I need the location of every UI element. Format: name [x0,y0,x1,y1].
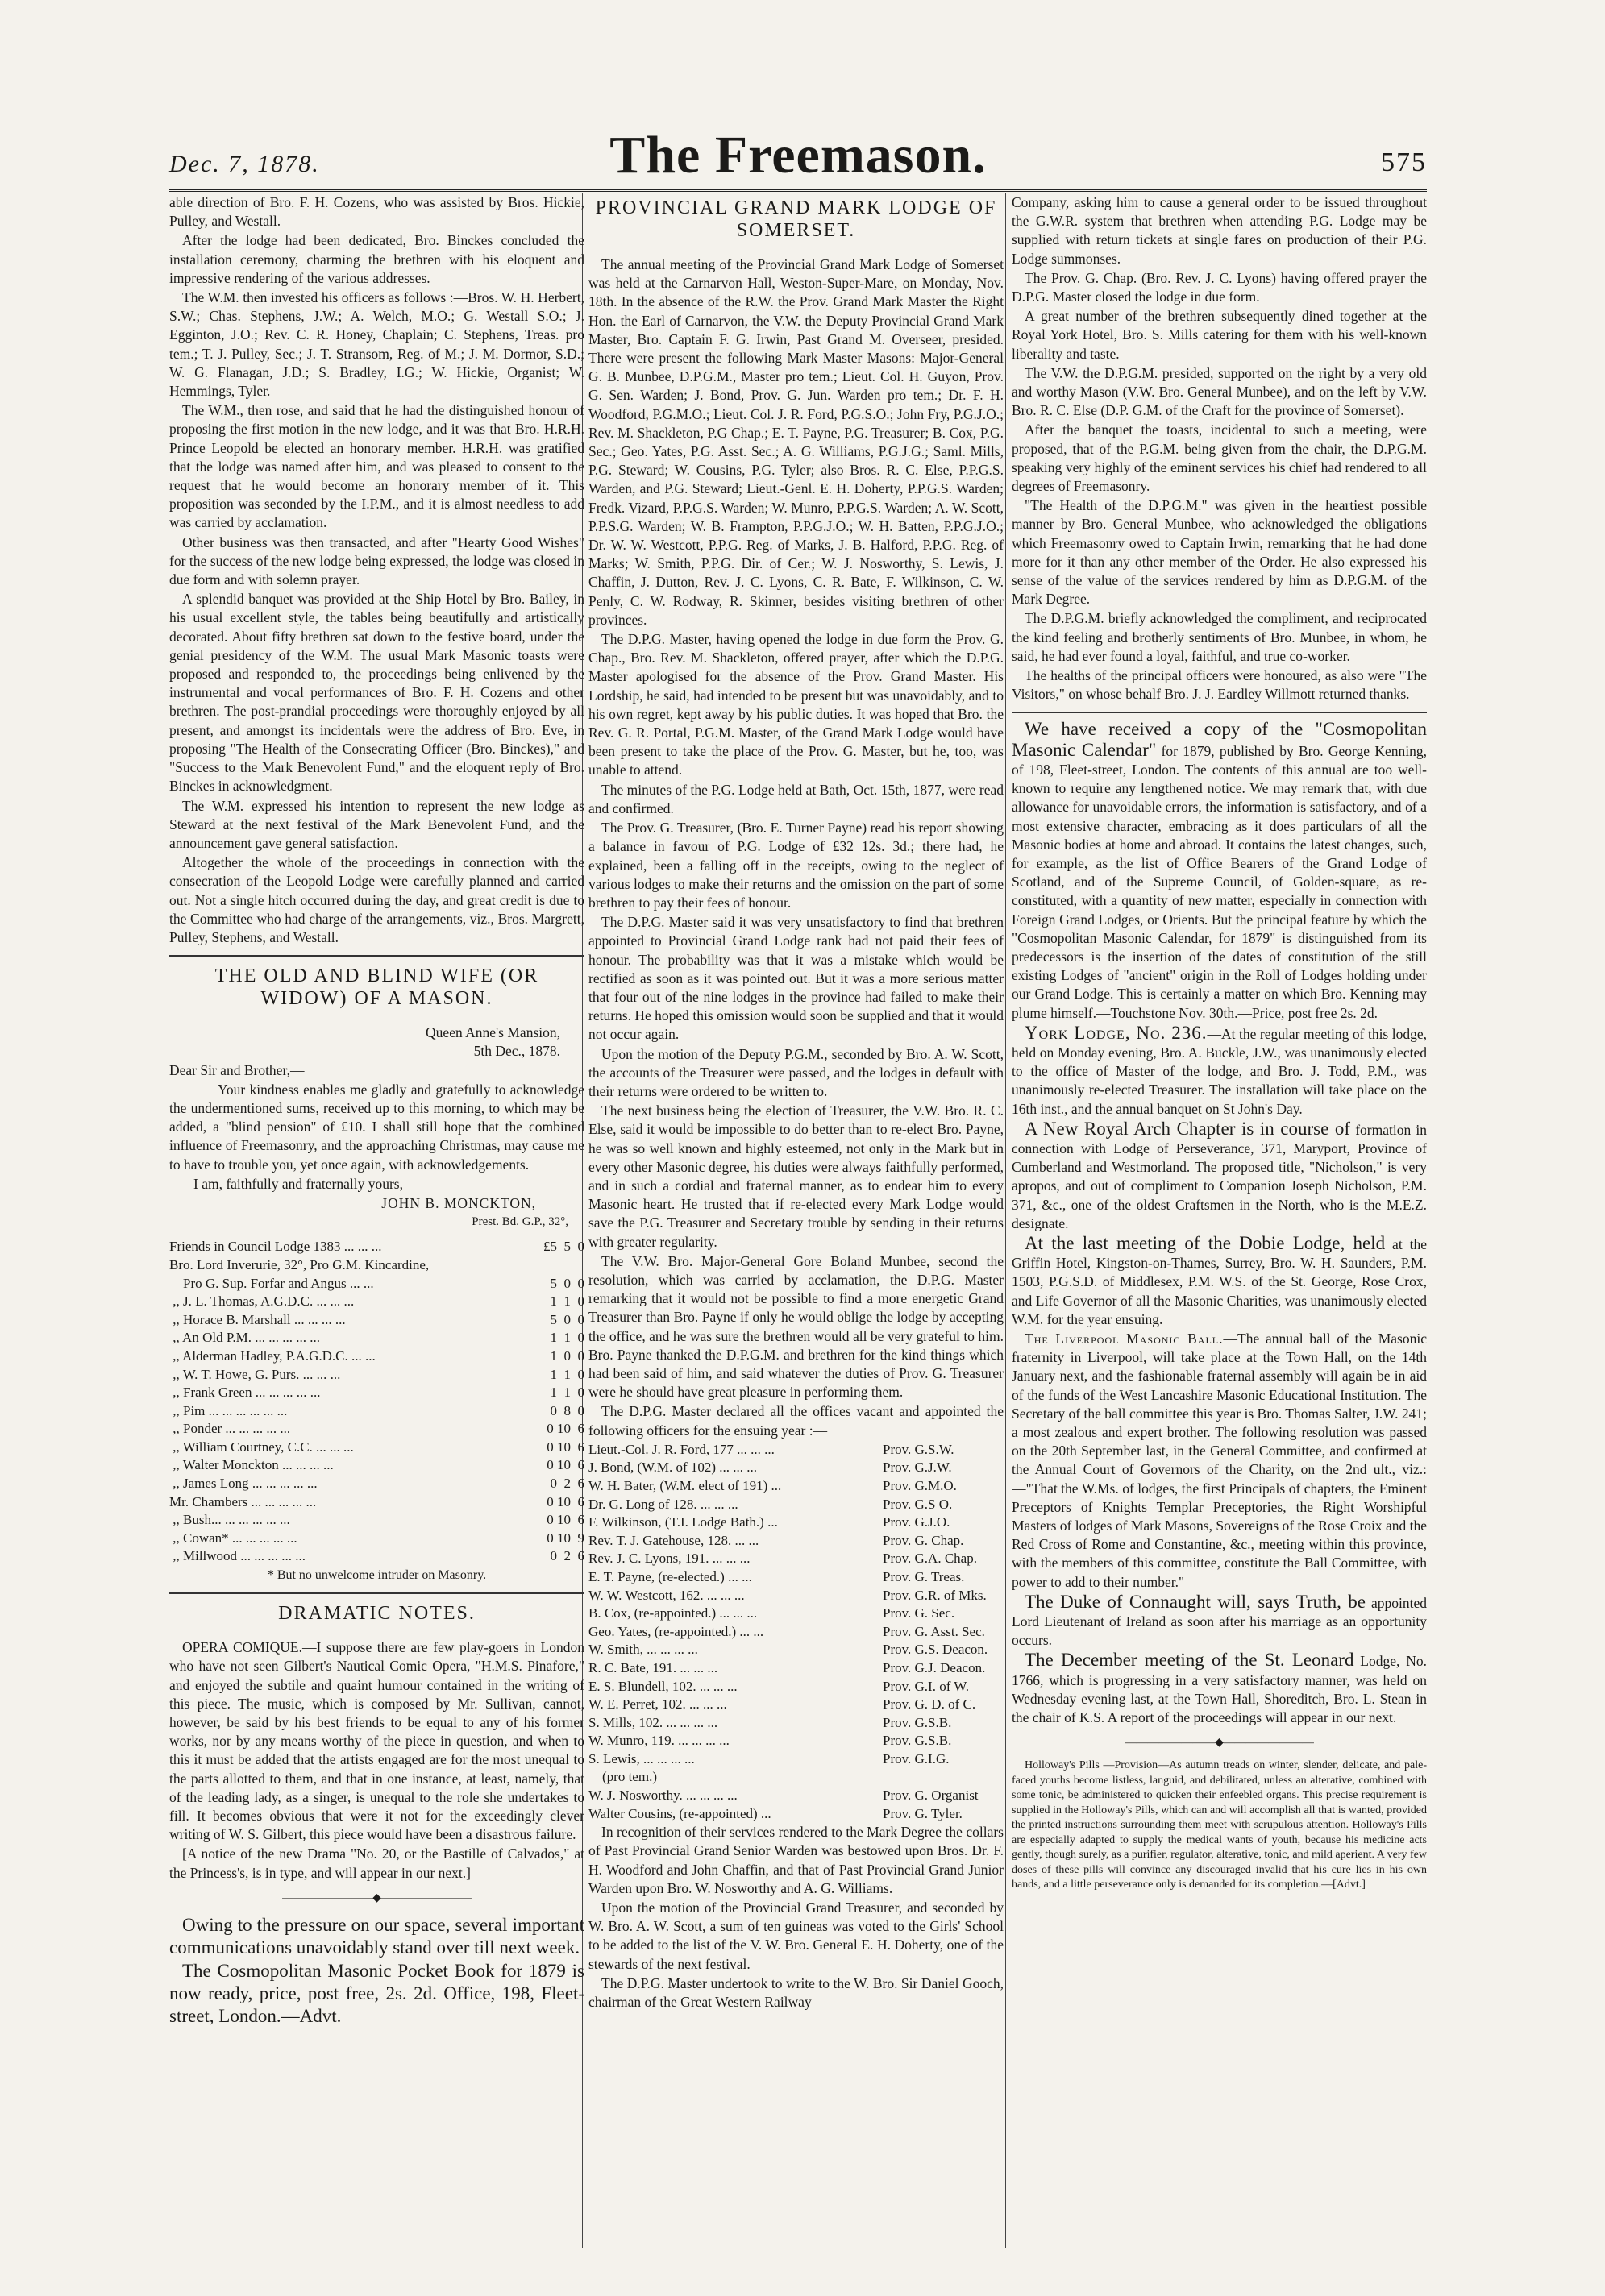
officer-row-name: W. J. Nosworthy. ... ... ... ... [588,1787,738,1804]
subscription-row [169,1402,584,1421]
officer-row-name: F. Wilkinson, (T.I. Lodge Bath.) ... [588,1514,778,1530]
column-3 [1012,193,1427,2257]
paragraph: The D.P.G. Master declared all the offices vacant and appointed the following officers for the ensuing year :— [588,1403,1004,1439]
subscription-row [169,1238,584,1256]
subscription-row-name: ,, Walter Monckton ... ... ... ... [169,1457,334,1473]
ball-body: —The annual ball of the Masonic fraternity in Liverpool, will take place at the Town Hall, on the 14th January next, and the fashionable fraternal assembly will again be in aid of the funds of the West Lancashire Masonic Educational Institution. The Secretary of the ball committee this year is Bro. Thomas Salter, J.W. 241; a most zealous and expert brother. The following resolution was passed on the 20th September last, in the General Committee, and confirmed at the Annual Court of Governors of the Charity, on the 2nd ult., viz.:—"That the W.Ms. of lodges, the first Principals of chapters, the Eminent Preceptors of Knights Templar Preceptories, the Right Worshipful Masters of lodges of Mark Masons, Sovereigns of the Rose Croix and the Red Cross of Rome and Constantine, &c., meeting within this province, with the members of this committee, constitute the Ball Committee, with power to add to their number." [1012,1330,1427,1590]
letter-signature-title: Prest. Bd. G.P., 32°, [472,1215,568,1229]
column-divider [1005,193,1006,2248]
officer-row [588,1641,1004,1659]
officer-row [588,1678,1004,1696]
paragraph: A great number of the brethren subsequently dined together at the Royal York Hotel, Bro. S. Mills catering for them with his well-known liberality and taste. [1012,308,1427,362]
officer-row-value: Prov. G. Organist [883,1787,979,1804]
officer-row-name: W. H. Bater, (W.M. elect of 191) ... [588,1477,782,1493]
calendar-body: for 1879, published by Bro. George Kenning, of 198, Fleet-street, London. The contents of this annual are too well-known to require any lengthened notice. We may remark that, with due allowance for unavoidable errors, the information is satisfactory, and of a most extensive character, embracing as it does particulars of all the Masonic bodies at home and abroad. It contains the latest changes, such, for example, as the list of Office Bearers of the Grand Lodge of Scotland, and of the Supreme Council, of Golden-square, as re-constituted, with a quantity of new matter, especially in connection with Foreign Grand Lodges, or Orients. But the principal feature by which the "Cosmopolitan Masonic Calendar, for 1879" is distinguished from its predecessors is the insertion of the dates of constitution of the still existing Lodges of "ancient" origin in the Roll of Lodges holding under our Grand Lodge. This is certainly a matter on which Bro. Kenning may plume himself.—Touchstone Nov. 30th.—Price, post free 2s. 2d. [1012,742,1427,1021]
subscription-row-value: 1 1 0 [550,1293,584,1310]
officer-row-value: Prov. G.S. Deacon. [883,1642,988,1658]
subscription-row-value: 5 0 0 [550,1311,584,1327]
subscription-row-name: ,, Frank Green ... ... ... ... ... [169,1385,321,1401]
officer-row [588,1513,1004,1532]
section-divider [169,955,584,957]
subscription-row-value: 1 1 0 [550,1330,584,1346]
section-divider [1012,712,1427,713]
notice-owing: Owing to the pressure on our space, several important communications unavoidably stand over till next week. [169,1915,584,1958]
ball-lead: The Liverpool Masonic Ball. [1025,1330,1224,1347]
officer-row-value: Prov. G. D. of C. [883,1696,976,1713]
officer-row [588,1750,1004,1769]
subscription-row-name: ,, Horace B. Marshall ... ... ... ... [169,1311,346,1327]
subscription-row-value: 0 10 6 [547,1421,584,1437]
paragraph: OPERA COMIQUE.—I suppose there are few play-goers in London who have not seen Gilbert's Nautical Comic Opera, "H.M.S. Pinafore," and enjoyed the subtile and quaint humour contained in the writing of this piece. The music, which is composed by Mr. Sullivan, cannot, however, be said by his best friends to be equal to any of his former works, nor by any means worthy of the piece in question, and when to this it must be added that the artists engaged are for the most unequal to the parts allotted to them, and that in one instance, at least, namely, that of the leading lady, as a singer, is unequal to the role she undertakes to fill. It becomes obvious that were it not for the exceedingly clever writing of W. S. Gilbert, this piece would have been a disastrous failure. [169,1639,584,1843]
holloway-advert: Holloway's Pills —Provision—As autumn treads on winter, slender, delicate, and pale-faced youths become listless, languid, and debilitated, unless an alterative, combined with some tonic, be administered to quicken their enfeebled organs. This precise requirement is supplied in the Holloway's Pills, which can and will accomplish all that is wanted, provided the printed instructions surrounding them meet with scrupulous attention. Holloway's Pills are especially adapted to supply the medical wants of youth, because his medicine acts gently, though surely, as a purifier, regulator, alterative, tonic, and mild aperient. A very few doses of these pills will convince any discouraged invalid that his cure lies in his own hands, and a little perseverance only is demanded for its completion.—[Advt.] [1012,1759,1427,1891]
officer-row-value: Prov. G.J.W. [883,1459,952,1476]
subscription-row-value: 1 1 0 [550,1385,584,1401]
officer-row-name: E. T. Payne, (re-elected.) ... ... [588,1568,752,1584]
duke-lead: The Duke of Connaught will, says Truth, be [1025,1591,1366,1612]
paragraph: The W.M. expressed his intention to represent the new lodge as Steward at the next festival of the Mark Benevolent Fund, and the announcement gave general satisfaction. [169,797,584,851]
letter-date: 5th Dec., 1878. [473,1043,560,1060]
officers-list [588,1441,1004,1823]
subscription-row-name: Mr. Chambers ... ... ... ... ... [169,1493,317,1509]
blind-wife-heading: THE OLD AND BLIND WIFE (OR WIDOW) OF A MASON. [214,965,539,1010]
subscription-row-name: ,, An Old P.M. ... ... ... ... ... [169,1330,321,1346]
subscription-row [169,1329,584,1347]
officer-row [588,1805,1004,1824]
subscription-row [169,1256,584,1275]
paragraph: able direction of Bro. F. H. Cozens, who was assisted by Bros. Hickie, Pulley, and Westall. [169,194,584,230]
officer-row [588,1659,1004,1678]
paragraph: The minutes of the P.G. Lodge held at Bath, Oct. 15th, 1877, were read and confirmed. [588,781,1004,816]
officer-row [588,1714,1004,1733]
subscription-row-value: 0 2 6 [550,1548,584,1564]
subscription-row [169,1530,584,1548]
officer-row [588,1441,1004,1459]
paragraph: The healths of the principal officers were honoured, as also were "The Visitors," on whose behalf Bro. J. J. Eardley Willmott returned thanks. [1012,667,1427,703]
officer-row [588,1568,1004,1587]
subscription-row-value: 5 0 0 [550,1275,584,1291]
officer-row-name: Rev. J. C. Lyons, 191. ... ... ... [588,1551,751,1567]
paragraph: The next business being the election of Treasurer, the V.W. Bro. R. C. Else, said it would be impossible to do better than to re-elect Bro. Payne, he was so well known and highly esteemed, not only in the Mark but in every other Masonic degree, his duties were always faithfully performed, and in such a cordial and fraternal manner, as to endear him to every Masonic heart. He trusted that if re-elected every Mark Lodge would save the P.G. Treasurer and Secretary trouble by sending in their returns with greater regularity. [588,1102,1004,1250]
officer-row [588,1787,1004,1805]
leonard-lead: The December meeting of the St. Leonard [1025,1650,1354,1671]
subscription-row-name: ,, Pim ... ... ... ... ... ... [169,1402,288,1418]
paragraph: The Prov. G. Treasurer, (Bro. E. Turner Payne) read his report showing a balance in favour of P.G. Lodge of £32 12s. 3d.; there had, he explained, been a falling off in the receipts, owing to the neglect of various lodges to make their returns and the omission on the part of some brethren to pay their fees of honour. [588,820,1004,911]
leonard-body: Lodge, No. 1766, which is progressing in a very satisfactory manner, was held on Wednesday evening last, at the Town Hall, Shoreditch, Bro. L. Stean in the chair of K.S. A report of the proceedings will appear in our next. [1012,1653,1427,1726]
officer-row-value: Prov. G.S.B. [883,1714,952,1730]
ornament-rule: ————————◆———————— [1125,1737,1314,1750]
subscription-row [169,1347,584,1366]
officer-row-value: Prov. G.I.G. [883,1750,950,1767]
section-divider [169,1592,584,1594]
dobie-body: at the Griffin Hotel, Kingston-on-Thames, Surrey, Bro. W. H. Saunders, P.M. 1503, P.G.S.D. of Middlesex, P.M. W.S. of the St. George, Rose Crox, and Life Governor of all the Masonic Charities, was unanimously elected W.M. for the year ensuing. [1012,1235,1427,1327]
subscription-row-name: ,, Cowan* ... ... ... ... ... [169,1530,297,1546]
subscription-row-name: ,, W. T. Howe, G. Purs. ... ... ... [169,1366,341,1382]
subscription-row [169,1475,584,1493]
york-lodge-notice [1012,1023,1427,1119]
paragraph: The W.M. then invested his officers as follows :—Bros. W. H. Herbert, S.W.; Chas. Stephens, J.W.; A. Welch, M.O.; G. Westall S.O.; J. Egginton, J.O.; Rev. C. R. Honey, Chaplain; C. Stephens, Treas. pro tem.; T. J. Pulley, Sec.; J. T. Stransom, Reg. of M.; J. M. Dormor, S.D.; W. G. Flanagan, J.D.; S. Bradley, I.G.; W. Hickie, Organist; W. Hemmings, Tyler. [169,289,584,400]
officer-row [588,1768,1004,1787]
officer-row-name: (pro tem.) [588,1769,657,1785]
officer-row-value: Prov. G. Tyler. [883,1805,963,1821]
subscription-row-value [496,1256,584,1275]
subscription-row-value: 0 10 6 [547,1439,584,1455]
issue-date: Dec. 7, 1878. [169,151,320,177]
subscription-row-value: 1 1 0 [550,1366,584,1382]
paragraph: Upon the motion of the Provincial Grand Treasurer, and seconded by W. Bro. A. W. Scott, a sum of ten guineas was voted to the Girls' School to be added to the list of the V. W. Bro. General E. H. Doherty, one of the stewards of the next festival. [588,1899,1004,1972]
subscription-row-name: ,, Ponder ... ... ... ... ... [169,1421,291,1437]
officer-row-value: Prov. G.R. of Mks. [883,1587,987,1603]
subscription-row-name: ,, Bush... ... ... ... ... ... [169,1512,290,1528]
officer-row-value: Prov. G. Chap. [883,1532,964,1548]
officer-row [588,1605,1004,1623]
st-leonard-notice [1012,1650,1427,1727]
letter-salutation: Dear Sir and Brother,— [169,1061,305,1078]
officer-row-name: W. E. Perret, 102. ... ... ... [588,1696,727,1713]
subscription-row [169,1275,584,1293]
subscription-row-name: Pro G. Sup. Forfar and Angus ... ... [169,1275,374,1291]
subscription-row-name: ,, Millwood ... ... ... ... ... [169,1548,306,1564]
letter-signature: JOHN B. MONCKTON, [381,1194,536,1211]
subscription-row [169,1456,584,1475]
officer-row [588,1496,1004,1514]
paragraph: The D.P.G. Master said it was very unsatisfactory to find that brethren appointed to Provincial Grand Lodge rank had not paid their fees of honour. The probability was that it was a mistake which would be rectified as soon as it was pointed out. But it was a more serious matter that four out of the nine lodges in the province had failed to make their returns. He hoped this omission would soon be supplied and that it would not occur again. [588,914,1004,1043]
officer-row [588,1732,1004,1750]
royal-arch-notice [1012,1119,1427,1233]
officer-row-value: Prov. G.S O. [883,1496,953,1512]
letter-address: Queen Anne's Mansion, [426,1024,560,1041]
calendar-notice [1012,720,1427,1022]
subscription-row-name: ,, Alderman Hadley, P.A.G.D.C. ... ... [169,1347,376,1364]
column-1 [169,193,584,2257]
subscription-row-value: £5 5 0 [543,1239,584,1255]
officer-row-value: Prov. G.J.O. [883,1514,950,1530]
subscription-footnote: * But no unwelcome intruder on Masonry. [267,1568,487,1583]
liverpool-ball-notice [1012,1330,1427,1592]
subscription-row-name: Friends in Council Lodge 1383 ... ... ... [169,1239,382,1255]
letter-closing: I am, faithfully and fraternally yours, [193,1175,403,1192]
officer-row-value: Prov. G. Treas. [883,1568,965,1584]
paragraph: Other business was then transacted, and after "Hearty Good Wishes" for the success of the new lodge being expressed, the lodge was closed in due form and with solemn prayer. [169,534,584,588]
officer-row [588,1459,1004,1477]
subscription-row [169,1420,584,1439]
officer-row-value [883,1768,1004,1787]
subscription-row-name: ,, William Courtney, C.C. ... ... ... [169,1439,354,1455]
officer-row-name: W. Smith, ... ... ... ... [588,1642,698,1658]
column-2 [588,193,1004,2257]
officer-row-value: Prov. G.S.W. [883,1441,954,1457]
york-lead: York Lodge, No. 236. [1025,1022,1208,1043]
subscription-row-value: 0 8 0 [550,1402,584,1418]
officer-row-name: S. Lewis, ... ... ... ... [588,1750,695,1767]
officer-row-name: S. Mills, 102. ... ... ... ... [588,1714,718,1730]
royal-arch-lead: A New Royal Arch Chapter is in course of [1025,1118,1351,1139]
dobie-lodge-notice [1012,1234,1427,1329]
masthead [169,117,1427,192]
officer-row-name: R. C. Bate, 191. ... ... ... [588,1659,718,1675]
officer-row-name: E. S. Blundell, 102. ... ... ... [588,1678,738,1694]
paragraph: After the lodge had been dedicated, Bro. Binckes concluded the installation ceremony, charming the brethren with his eloquent and impressive rendering of the various addresses. [169,232,584,286]
subscription-row-value: 0 2 6 [550,1476,584,1492]
duke-body: appointed Lord Lieutenant of Ireland as soon after his marriage as an opportunity occurs. [1012,1594,1427,1649]
officer-row [588,1550,1004,1568]
subscription-row [169,1511,584,1530]
newspaper-title: The Freemason. [609,126,987,185]
royal-arch-body: formation in connection with Lodge of Perseverance, 371, Maryport, Province of Cumberland and Westmorland. The proposed title, "Nicholson," is very apropos, and out of compliment to Companion Joseph Nicholson, P.M. 371, &c., one of the oldest Craftsmen in the North, who is the M.E.Z. designate. [1012,1121,1427,1231]
york-body: —At the regular meeting of this lodge, held on Monday evening, Bro. A. Buckle, J.W., was unanimously elected to the office of Master of the lodge, and Bro. J. Todd, P.M., was unanimously re-elected Treasurer. The installation will take place on the 16th inst., and the annual banquet on St John's Day. [1012,1025,1427,1117]
officer-row-value: Prov. G.M.O. [883,1477,957,1493]
ornament-rule: ————————◆———————— [282,1891,472,1904]
connaught-notice [1012,1592,1427,1650]
officer-row-name: B. Cox, (re-appointed.) ... ... ... [588,1605,758,1621]
subscription-row [169,1493,584,1512]
notice-pocket-book: The Cosmopolitan Masonic Pocket Book for 1879 is now ready, price, post free, 2s. 2d. Office, 198, Fleet-street, London.—Advt. [169,1961,584,2027]
somerset-heading: PROVINCIAL GRAND MARK LODGE OF SOMERSET. [595,197,997,241]
paragraph: The V.W. Bro. Major-General Gore Boland Munbee, second the resolution, which was carried by acclamation, the D.P.G. Master remarking that it would not be possible to find a more energetic Grand Treasurer than Bro. Payne if only he would oblige the lodge by accepting the office, and he was sure the brethren would all be very grateful to him. Bro. Payne thanked the D.P.G.M. and brethren for the kind things which had been said of him, and said whatever the duties of Prov. G. Treasurer were he should have great pleasure in performing them. [588,1252,1004,1401]
officer-row-name: W. Munro, 119. ... ... ... ... [588,1733,730,1749]
officer-row [588,1532,1004,1551]
subscription-row-value: 0 10 6 [547,1493,584,1509]
subscription-row [169,1293,584,1311]
officer-row-name: Dr. G. Long of 128. ... ... ... [588,1496,738,1512]
officer-row [588,1477,1004,1496]
officer-row-name: Rev. T. J. Gatehouse, 128. ... ... [588,1532,759,1548]
officer-row [588,1623,1004,1642]
subscription-row-name: ,, J. L. Thomas, A.G.D.C. ... ... ... [169,1293,355,1310]
subscription-row [169,1311,584,1330]
officer-row-name: Walter Cousins, (re-appointed) ... [588,1805,771,1821]
subscription-row-name: ,, James Long ... ... ... ... ... [169,1476,318,1492]
paragraph: The annual meeting of the Provincial Grand Mark Lodge of Somerset was held at the Carnarvon Hall, Weston-Super-Mare, on Monday, Nov. 18th. In the absence of the R.W. the Prov. Grand Mark Master the Right Hon. the Earl of Carnarvon, the V.W. the Deputy Provincial Grand Mark Master, Bro. Captain F. G. Irwin, Past Grand M. Overseer, presided. There were present the following Mark Master Masons: Major-General G. B. Munbee, D.P.G.M., Master pro tem.; Lieut. Col. H. Guyon, Prov. G. Sen. Warden; J. Bond, Prov. G. Jun. Warden pro tem.; Dr. F. H. Woodford, P.G.M.O.; Lieut. Col. J. R. Ford, P.G.S.O.; John Fry, P.G.J.O.; Rev. M. Shackleton, P.G Chap.; E. T. Payne, P.G. Treasurer; B. Cox, P.G. Sec.; Geo. Yates, P.G. Asst. Sec.; A. G. Williams, P.G.J.G.; Saml. Mills, P.G. Steward; W. Cousins, P.G. Tyler; also Bros. R. C. Else, P.P.G.S. Warden, and P.G. Steward; Lieut.-Genl. E. H. Doherty, P.P.G.S. Warden; Fredk. Vizard, P.P.G.S. Warden; W. Munro, P.P.G.S. Warden; A. W. Scott, P.P.S.G. Warden; W. B. Frampton, P.P.G.J.O.; W. H. Batten, P.P.G.J.O.; Dr. W. W. Westcott, P.P.G. Reg. of Marks, J. B. Halford, P.P.G. Reg. of Marks; W. Smith, P.P.G. Dir. of Cer.; W. J. Nosworthy, S. Lewis, J. Chaffin, J. Dutton, Rev. J. C. Lyons, C. R. Bate, F. Wilkinson, C. W. Penly, C. W. Rodway, R. Skinner, besides visiting brethren of other provinces. [588,256,1004,628]
paragraph: [A notice of the new Drama "No. 20, or the Bastille of Calvados," at the Princess's, is in type, and will appear in our next.] [169,1846,584,1881]
subscription-row [169,1439,584,1457]
paragraph: Upon the motion of the Deputy P.G.M., seconded by Bro. A. W. Scott, the accounts of the Treasurer were passed, and the lodges in default with their returns were ordered to be written to. [588,1045,1004,1099]
dobie-lead: At the last meeting of the Dobie Lodge, held [1025,1232,1386,1253]
calendar-lead: We have received a copy of the "Cosmopolitan Masonic Calendar" [1012,719,1427,760]
subscription-row-value: 1 0 0 [550,1347,584,1364]
officer-row-name: Geo. Yates, (re-appointed.) ... ... [588,1623,764,1639]
subscription-row-value: 0 10 9 [547,1530,584,1546]
officer-row-name: Lieut.-Col. J. R. Ford, 177 ... ... ... [588,1441,775,1457]
subscription-row [169,1366,584,1385]
officer-row-value: Prov. G. Sec. [883,1605,955,1621]
paragraph: A splendid banquet was provided at the Ship Hotel by Bro. Bailey, in his usual excellent style, the tables being beautifully and artistically decorated. About fifty brethren sat down to the festive board, under the genial presidency of the W.M. The usual Mark Masonic toasts were proposed and responded to, the proceedings being enlivened by the instrumental and vocal performances of Bro. F. H. Cozens and other brethren. The post-prandial proceedings were thoroughly enjoyed by all present, and amongst its incidentals were the address of Bro. Eve, in proposing "The Health of the Consecrating Officer (Bro. Binckes)," and "Success to the Mark Benevolent Fund," and the eloquent reply of Bro. Binckes in acknowledgment. [169,591,584,795]
subscription-row-value: 0 10 6 [547,1457,584,1473]
subscription-row [169,1384,584,1402]
paragraph: In recognition of their services rendered to the Mark Degree the collars of Past Provincial Grand Senior Warden was bestowed upon Bros. Dr. F. H. Woodford and John Chaffin, and that of Past Provincial Grand Junior Warden upon Bro. W. Nosworthy and A. G. Williams. [588,1824,1004,1896]
officer-row-value: Prov. G.J. Deacon. [883,1659,986,1675]
subscription-row-value: 0 10 6 [547,1512,584,1528]
officer-row-value: Prov. G.I. of W. [883,1678,970,1694]
officer-row-value: Prov. G.S.B. [883,1733,952,1749]
paragraph: Altogether the whole of the proceedings in connection with the consecration of the Leopold Lodge were carefully planned and carried out. Not a single hitch occurred during the day, and great credit is due to the Committee who had charge of the arrangements, viz., Bros. Margrett, Pulley, Stephens, and Westall. [169,854,584,945]
officer-row [588,1587,1004,1605]
paragraph: The Prov. G. Chap. (Bro. Rev. J. C. Lyons) having offered prayer the D.P.G. Master closed the lodge in due form. [1012,269,1427,305]
paragraph: After the banquet the toasts, incidental to such a meeting, were proposed, that of the P.G.M. being given from the chair, the D.P.G.M. speaking very highly of the eminent services his chief had rendered to all degrees of Freemasonry. [1012,421,1427,495]
paragraph: The V.W. the D.P.G.M. presided, supported on the right by a very old and worthy Mason (V.W. Bro. General Munbee), and on the left by V.W. Bro. R. C. Else (D.P. G.M. of the Craft for the province of Somerset). [1012,364,1427,419]
officer-row-value: Prov. G.A. Chap. [883,1551,977,1567]
paragraph: The W.M., then rose, and said that he had the distinguished honour of proposing the first motion in the new lodge, and it was that Bro. H.R.H. Prince Leopold be elected an honorary member. H.R.H. was gratified that the lodge was named after him, and was pleased to consent to the request that he would become an honorary member of it. This proposition was seconded by the I.P.M., and it is almost needless to add was carried by acclamation. [169,402,584,531]
page-number: 575 [1381,147,1427,177]
officer-row-name: W. W. Westcott, 162. ... ... ... [588,1587,745,1603]
subscription-row-name: Bro. Lord Inverurie, 32°, Pro G.M. Kincardine, [169,1256,430,1273]
paragraph: The D.P.G.M. briefly acknowledged the compliment, and reciprocated the kind feeling and brotherly sentiments of Bro. Munbee, in whom, he said, he had ever found a loyal, faithful, and true co-worker. [1012,610,1427,664]
officer-row [588,1696,1004,1714]
subscription-row [169,1547,584,1566]
paragraph: The D.P.G. Master undertook to write to the W. Bro. Sir Daniel Gooch, chairman of the Great Western Railway [588,1974,1004,2011]
subscription-list [169,1238,584,1566]
officer-row-name: J. Bond, (W.M. of 102) ... ... ... [588,1459,758,1476]
officer-row-value: Prov. G. Asst. Sec. [883,1623,985,1639]
paragraph: "The Health of the D.P.G.M." was given in the heartiest possible manner by Bro. General Munbee, who acknowledged the obligations which Freemasonry owed to Captain Irwin, remarking that he had done more for it than any other member of the Order. He also expressed his sense of the value of the services rendered by him as D.P.G.M. of the Mark Degree. [1012,497,1427,608]
dramatic-notes-heading: DRAMATIC NOTES. [278,1603,476,1625]
paragraph: The D.P.G. Master, having opened the lodge in due form the Prov. G. Chap., Bro. Rev. M. Shackleton, offered prayer, after which the D.P.G. Master apologised for the absence of the Prov. Grand Master. His Lordship, he said, had intended to be present but was unavoidably, and to his own regret, kept away by his public duties. It was hoped that Bro. the Rev. G. R. Portal, P.G.M. Master, of the Grand Mark Lodge would have been present to take the place of the Prov. G. Master, but he, too, was unable to attend. [588,631,1004,778]
paragraph: Company, asking him to cause a general order to be issued throughout the G.W.R. system that brethren when attending P.G. Lodge may be supplied with return tickets at single fares on production of their P.G. Lodge summonses. [1012,194,1427,267]
letter-body: Your kindness enables me gladly and gratefully to acknowledge the undermentioned sums, received up to this morning, to which may be added, a "blind pension" of £10. I shall still hope that the combined influence of Freemasonry, and the approaching Christmas, may cause me to have to trouble you, yet once again, with acknowledgements. [169,1081,584,1173]
